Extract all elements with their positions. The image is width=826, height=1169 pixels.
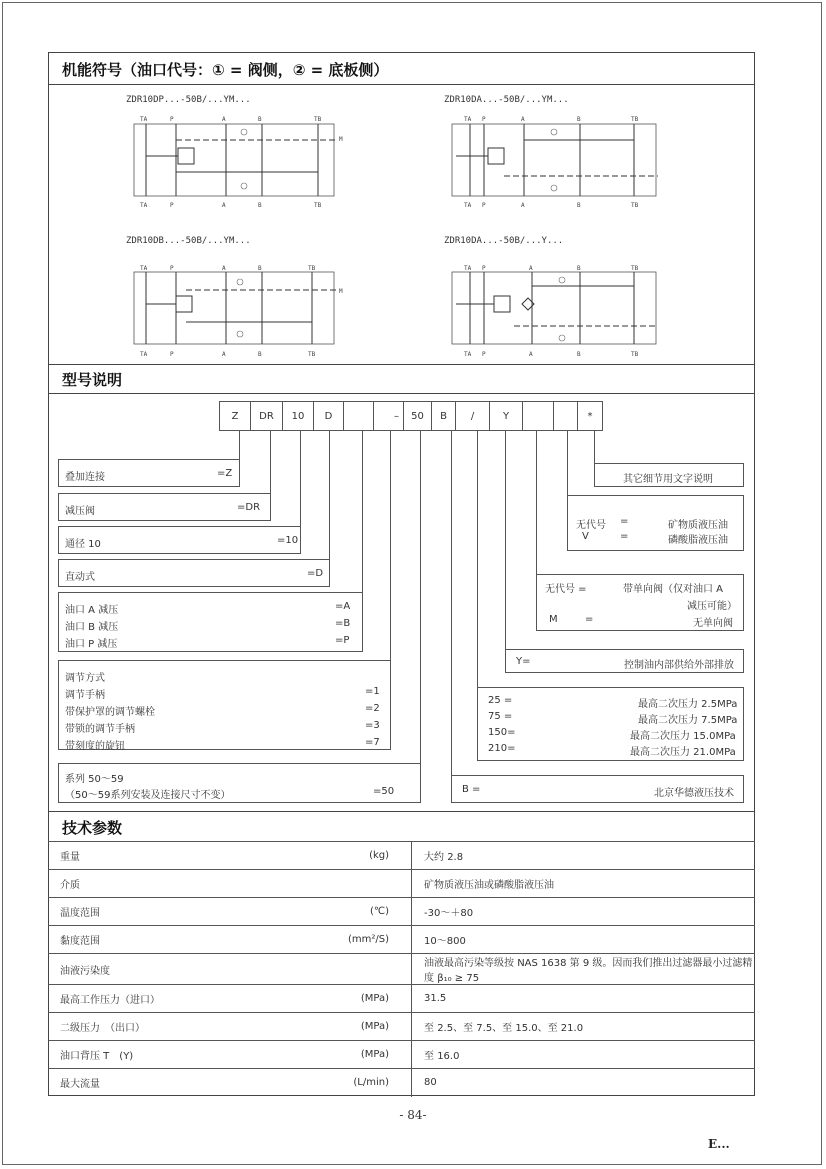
option-pressure: 25 = 最高二次压力 2.5MPa 75 = 最高二次压力 7.5MPa 150= 最高二次压力 15.0MPa 210= 最高二次压力 21.0MPa — [477, 687, 744, 761]
option-stack-connection: 叠加连接 =Z — [58, 459, 240, 487]
port-label: TB — [314, 116, 322, 123]
code-cell — [522, 401, 553, 431]
valve-side-mark — [241, 129, 247, 135]
table-row: 最高工作压力（进口） (MPa) 31.5 — [48, 985, 755, 1013]
plate-side-mark — [237, 331, 243, 337]
option-drain: Y= 控制油内部供给外部排放 — [505, 649, 744, 673]
code-cell: Y — [489, 401, 522, 431]
code-cell: 50 — [403, 401, 431, 431]
connector-line — [536, 431, 537, 574]
code-cell: Z — [219, 401, 250, 431]
code-cell: DR — [250, 401, 282, 431]
port-label: A — [529, 351, 533, 358]
connector-line — [505, 431, 506, 649]
option-series: 系列 50～59 （50～59系列安装及连接尺寸不变） =50 — [58, 763, 421, 803]
port-label: P — [482, 265, 486, 272]
table-row: 二级压力 （出口） (MPa) 至 2.5、至 7.5、至 15.0、至 21.0 — [48, 1013, 755, 1041]
port-label: B — [577, 202, 581, 209]
port-label: TB — [308, 351, 316, 358]
table-row: 介质 矿物质液压油或磷酸脂液压油 — [48, 870, 755, 898]
option-port-reduction: 油口 A 减压 =A 油口 B 减压 =B 油口 P 减压 =P — [58, 592, 363, 652]
port-label: TA — [140, 116, 148, 123]
plate-side-mark — [551, 185, 557, 191]
plate-side-mark — [241, 183, 247, 189]
port-label: A — [521, 202, 525, 209]
port-label: B — [258, 202, 262, 209]
valve-side-mark — [551, 129, 557, 135]
port-label: A — [222, 265, 226, 272]
code-cell — [343, 401, 373, 431]
symbols-section-title: 机能符号（油口代号：① = 阀侧，② = 底板侧） — [62, 61, 389, 79]
port-label: B — [577, 265, 581, 272]
code-cell: – — [373, 401, 403, 431]
tech-params-table — [48, 841, 755, 1097]
option-maker: B = 北京华德液压技术 — [451, 775, 744, 803]
port-label: TB — [314, 202, 322, 209]
tech-section-title: 技术参数 — [62, 819, 123, 837]
port-label: P — [170, 116, 174, 123]
port-label: P — [482, 202, 486, 209]
divider — [48, 364, 755, 365]
connector-line — [239, 431, 240, 459]
diagram-label: ZDR10DA...-50B/...YM... — [444, 95, 569, 105]
port-label: TA — [464, 265, 472, 272]
port-label: TB — [631, 351, 639, 358]
port-label: TA — [464, 202, 472, 209]
diagram-label: ZDR10DB...-50B/...YM... — [126, 236, 251, 246]
table-row: 温度范围 (℃) -30～＋80 — [48, 898, 755, 926]
port-label: TA — [140, 265, 148, 272]
port-label: B — [258, 116, 262, 123]
diagram-label: ZDR10DA...-50B/...Y... — [444, 236, 564, 246]
side-mark: M — [339, 288, 343, 295]
table-row: 重量 (kg) 大约 2.8 — [48, 842, 755, 870]
port-label: P — [482, 116, 486, 123]
connector-line — [594, 431, 595, 463]
port-label: P — [482, 351, 486, 358]
port-label: P — [170, 351, 174, 358]
divider — [48, 84, 755, 85]
connector-line — [390, 431, 391, 660]
port-label: TB — [631, 265, 639, 272]
port-label: P — [170, 202, 174, 209]
port-label: A — [222, 351, 226, 358]
code-cell: 10 — [282, 401, 313, 431]
hydraulic-symbol-diagram — [126, 252, 356, 358]
port-label: TB — [631, 116, 639, 123]
code-cell: D — [313, 401, 343, 431]
connector-line — [270, 431, 271, 493]
port-label: TA — [464, 351, 472, 358]
port-label: B — [577, 351, 581, 358]
connector-line — [300, 431, 301, 526]
valve-side-mark — [237, 279, 243, 285]
option-seal-fluid: 无代号 = 矿物质液压油 V = 磷酸脂液压油 — [567, 495, 744, 551]
logo: E... — [708, 1137, 730, 1151]
plate-side-mark — [559, 335, 565, 341]
table-row: 油口背压 T (Y) (MPa) 至 16.0 — [48, 1041, 755, 1069]
table-row: 黏度范围 (mm²/S) 10～800 — [48, 926, 755, 954]
option-other-details: 其它细节用文字说明 — [594, 463, 744, 487]
code-cell: / — [455, 401, 489, 431]
code-cell: B — [431, 401, 455, 431]
table-row: 最大流量 (L/min) 80 — [48, 1069, 755, 1097]
option-reducer: 减压阀 =DR — [58, 493, 271, 521]
port-label: TA — [464, 116, 472, 123]
port-label: TB — [631, 202, 639, 209]
port-label: A — [222, 202, 226, 209]
port-label: TA — [140, 202, 148, 209]
option-size: 通径 10 =10 — [58, 526, 301, 554]
connector-line — [329, 431, 330, 559]
divider — [48, 811, 755, 812]
port-label: B — [258, 351, 262, 358]
port-label: A — [529, 265, 533, 272]
port-label: TA — [140, 351, 148, 358]
connector-line — [477, 431, 478, 687]
option-direct-acting: 直动式 =D — [58, 559, 330, 587]
option-check-valve: 无代号 = 带单向阀（仅对油口 A 减压可能） M = 无单向阀 — [536, 574, 744, 631]
table-row: 油液污染度 油液最高污染等级按 NAS 1638 第 9 级。因而我们推出过滤器最小过滤精度 β₁₀ ≥ 75 — [48, 954, 755, 985]
hydraulic-symbol-diagram — [126, 110, 356, 210]
valve-side-mark — [559, 277, 565, 283]
code-cell: * — [577, 401, 603, 431]
divider — [48, 393, 755, 394]
connector-line — [420, 431, 421, 763]
page-number: - 84- — [399, 1108, 427, 1122]
connector-line — [362, 431, 363, 592]
hydraulic-symbol-diagram — [444, 252, 674, 358]
port-label: A — [521, 116, 525, 123]
diagram-label: ZDR10DP...-50B/...YM... — [126, 95, 251, 105]
port-label: TB — [308, 265, 316, 272]
connector-line — [567, 431, 568, 495]
port-label: A — [222, 116, 226, 123]
port-label: P — [170, 265, 174, 272]
option-adjustment: 调节方式 调节手柄 =1 带保护罩的调节螺栓 =2 带锁的调节手柄 =3 带刻度的旋钮 =7 — [58, 660, 391, 750]
side-mark: M — [339, 136, 343, 143]
port-label: B — [258, 265, 262, 272]
model-section-title: 型号说明 — [62, 371, 123, 389]
hydraulic-symbol-diagram — [444, 110, 674, 210]
port-label: B — [577, 116, 581, 123]
code-cell — [553, 401, 577, 431]
connector-line — [451, 431, 452, 775]
